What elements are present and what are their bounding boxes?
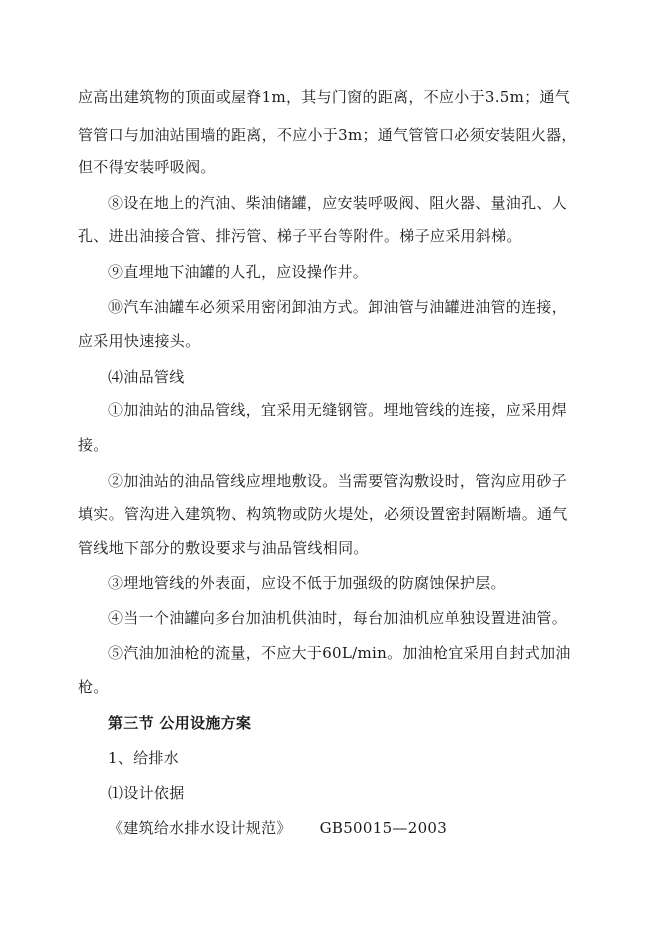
pipe-item-5-line: ⑤汽油加油枪的流量，不应大于60L/min。加油枪宜采用自封式加油 xyxy=(108,644,571,662)
item-9-line: ⑨直埋地下油罐的人孔，应设操作井。 xyxy=(108,263,369,281)
section-heading: 第三节 公用设施方案 xyxy=(108,714,252,732)
standard-reference xyxy=(108,818,628,838)
item-10-line: 应采用快速接头。 xyxy=(78,332,201,350)
item-10-line: ⑩汽车油罐车必须采用密闭卸油方式。卸油管与油罐进油管的连接， xyxy=(108,298,568,316)
standard-code: GB50015—2003 xyxy=(319,819,448,837)
design-basis-title: ⑴设计依据 xyxy=(108,784,185,802)
pipe-item-2-line: 填实。管沟进入建筑物、构筑物或防火堤处，必须设置密封隔断墙。通气 xyxy=(78,505,568,523)
pipe-item-1-line: 接。 xyxy=(78,436,109,454)
paragraph-line: 应高出建筑物的顶面或屋脊1m，其与门窗的距离，不应小于3.5m；通气 xyxy=(78,88,571,106)
pipe-item-2-line: 管线地下部分的敷设要求与油品管线相同。 xyxy=(78,539,369,557)
pipe-item-2-line: ②加油站的油品管线应埋地敷设。当需要管沟敷设时，管沟应用砂子 xyxy=(108,472,568,490)
item-8-line: 孔、进出油接合管、排污管、梯子平台等附件。梯子应采用斜梯。 xyxy=(78,227,522,245)
paragraph-line: 但不得安装呼吸阀。 xyxy=(78,158,216,176)
pipe-item-5-line: 枪。 xyxy=(78,678,109,696)
pipe-item-3-line: ③埋地管线的外表面，应设不低于加强级的防腐蚀保护层。 xyxy=(108,574,506,592)
pipe-item-1-line: ①加油站的油品管线，宜采用无缝钢管。埋地管线的连接，应采用焊 xyxy=(108,401,568,419)
paragraph-line: 管管口与加油站围墙的距离，不应小于3m；通气管管口必须安装阻火器， xyxy=(78,126,577,144)
subsection-title: 1、给排水 xyxy=(108,749,180,767)
pipe-item-4-line: ④当一个油罐向多台加油机供油时，每台加油机应单独设置进油管。 xyxy=(108,609,568,627)
section-4-title: ⑷油品管线 xyxy=(108,368,185,386)
standard-name: 《建筑给水排水设计规范》 xyxy=(108,819,292,837)
item-8-line: ⑧设在地上的汽油、柴油储罐，应安装呼吸阀、阻火器、量油孔、人 xyxy=(108,194,568,212)
